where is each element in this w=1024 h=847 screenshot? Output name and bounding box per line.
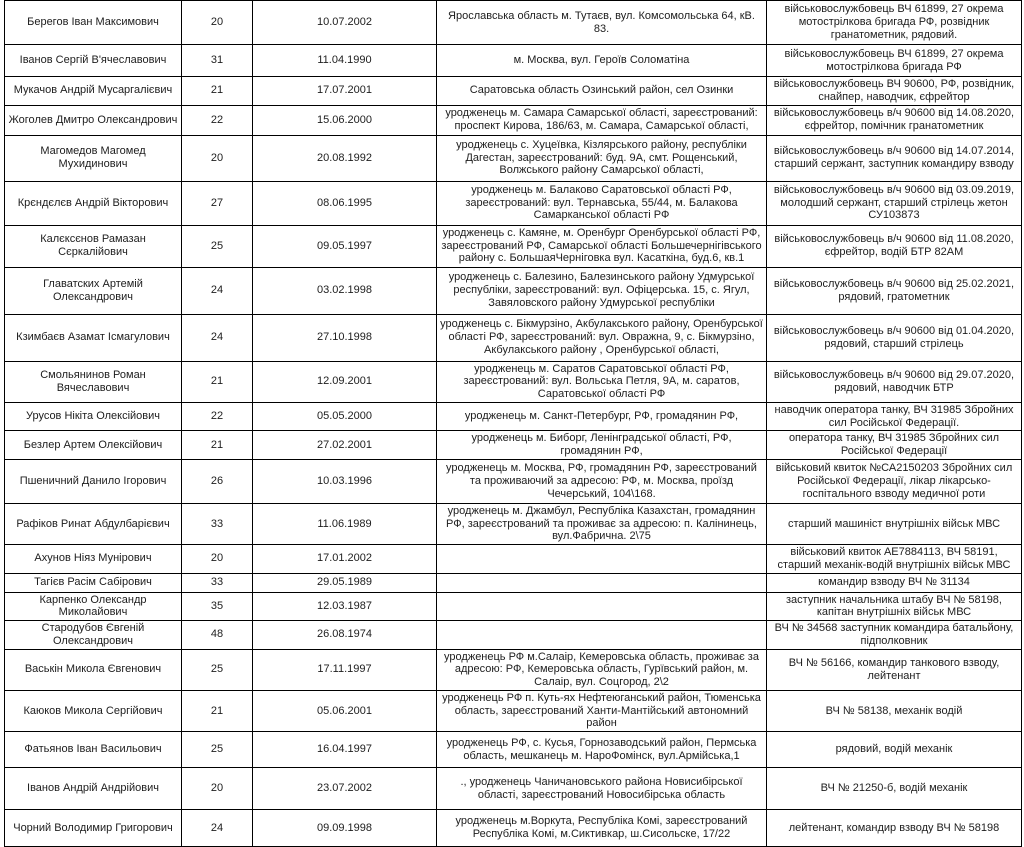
name-cell: Чорний Володимир Григорович: [5, 810, 182, 847]
table-row: [5, 105, 1022, 135]
name-cell: Берегов Іван Максимович: [5, 1, 182, 45]
military-info-cell: військовослужбовець в/ч 90600 від 29.07.2020, рядовий, наводчик БТР: [767, 361, 1022, 402]
name-cell: Тагієв Расім Сабірович: [5, 573, 182, 592]
military-info-cell: військовослужбовець ВЧ 61899, 27 окрема мотострілкова бригада РФ: [767, 45, 1022, 77]
age-cell: 27: [182, 181, 253, 225]
birthdate-cell: 11.06.1989: [253, 503, 437, 544]
address-cell: уродженець с. Балезино, Балезинського району Удмурської республіки, зареєстрований: вул. Офіцерська. 15, с. Ягул, Завяловского району Удмурської республіки: [437, 267, 767, 314]
age-cell: 26: [182, 459, 253, 503]
age-cell: 35: [182, 592, 253, 621]
military-info-cell: військовослужбовець в/ч 90600 від 14.08.2020, єфрейтор, помічник гранатометник: [767, 105, 1022, 135]
address-cell: Ярославська область м. Тутаєв, вул. Комсомольська 64, кВ. 83.: [437, 1, 767, 45]
name-cell: Урусов Нікіта Олексійович: [5, 402, 182, 431]
name-cell: Карпенко Олександр Миколайович: [5, 592, 182, 621]
age-cell: 24: [182, 810, 253, 847]
address-cell: ., уродженець Чаничановського района Новисибірської області, зареєстрований Новосибірська область: [437, 768, 767, 810]
table-row: [5, 768, 1022, 810]
table-row: [5, 810, 1022, 847]
military-info-cell: наводчик оператора танку, ВЧ 31985 Збройних сил Російської Федерації.: [767, 402, 1022, 431]
birthdate-cell: 12.09.2001: [253, 361, 437, 402]
name-cell: Смольянинов Роман Вячеславович: [5, 361, 182, 402]
personnel-table: [4, 0, 1022, 847]
table-row: [5, 135, 1022, 181]
military-info-cell: старший машиніст внутрішніх військ МВС: [767, 503, 1022, 544]
age-cell: 24: [182, 267, 253, 314]
military-info-cell: лейтенант, командир взводу ВЧ № 58198: [767, 810, 1022, 847]
address-cell: уродженець РФ м.Салаір, Кемеровська область, проживає за адресою: РФ, Кемеровська область, Гурївський район, м. Салаір, вул. Соцгород, 2\2: [437, 649, 767, 690]
birthdate-cell: 10.03.1996: [253, 459, 437, 503]
address-cell: уродженець м. Балаково Саратовської області РФ, зареєстрований: вул. Тернавська, 55/44, м. Балакова Самарканської області РФ: [437, 181, 767, 225]
age-cell: 20: [182, 545, 253, 574]
address-cell: Саратовська область Озинський район, сел Озинки: [437, 77, 767, 106]
name-cell: Каюков Микола Сергійович: [5, 690, 182, 731]
birthdate-cell: 27.10.1998: [253, 314, 437, 361]
birthdate-cell: 03.02.1998: [253, 267, 437, 314]
table-row: [5, 181, 1022, 225]
table-row: [5, 545, 1022, 574]
age-cell: 48: [182, 621, 253, 650]
birthdate-cell: 08.06.1995: [253, 181, 437, 225]
age-cell: 33: [182, 573, 253, 592]
military-info-cell: ВЧ № 34568 заступник командира батальйону, підполковник: [767, 621, 1022, 650]
military-info-cell: заступник начальника штабу ВЧ № 58198, капітан внутрішніх військ МВС: [767, 592, 1022, 621]
address-cell: уродженець РФ п. Куть-ях Нефтеюганський район, Тюменська область, зареєстрований Ханти-Мантійський автономний район: [437, 690, 767, 731]
name-cell: Пшеничний Данило Ігорович: [5, 459, 182, 503]
table-row: [5, 361, 1022, 402]
birthdate-cell: 27.02.2001: [253, 431, 437, 460]
birthdate-cell: 05.06.2001: [253, 690, 437, 731]
birthdate-cell: 16.04.1997: [253, 732, 437, 768]
address-cell: уродженець с. Камяне, м. Оренбург Оренбурської області РФ, зареєстрований РФ, Самарської області Большечернігівського району с. БольшаяЧерніговка вул. Касаткіна, буд.6, кв.1: [437, 225, 767, 267]
birthdate-cell: 17.01.2002: [253, 545, 437, 574]
address-cell: уродженець м. Джамбул, Республіка Казахстан, громадянин РФ, зареєстрований та проживає за адресою: п. Калінинець, вул.Фабрична. 2\75: [437, 503, 767, 544]
birthdate-cell: 12.03.1987: [253, 592, 437, 621]
birthdate-cell: 05.05.2000: [253, 402, 437, 431]
table-row: [5, 225, 1022, 267]
table-row: [5, 431, 1022, 460]
name-cell: Ахунов Ніяз Мунірович: [5, 545, 182, 574]
name-cell: Мукачов Андрій Мусаргалієвич: [5, 77, 182, 106]
birthdate-cell: 10.07.2002: [253, 1, 437, 45]
military-info-cell: військовий квиток АЕ7884113, ВЧ 58191, старший механік-водій внутрішніх військ МВС: [767, 545, 1022, 574]
birthdate-cell: 20.08.1992: [253, 135, 437, 181]
name-cell: Кзимбаєв Азамат Ісмагулович: [5, 314, 182, 361]
address-cell: [437, 545, 767, 574]
age-cell: 22: [182, 402, 253, 431]
table-row: [5, 732, 1022, 768]
military-info-cell: військовослужбовець в/ч 90600 від 25.02.2021, рядовий, гратометник: [767, 267, 1022, 314]
table-row: [5, 503, 1022, 544]
military-info-cell: військовослужбовець ВЧ 61899, 27 окрема мотострілкова бригада РФ, розвідник гранатометник, рядовий.: [767, 1, 1022, 45]
name-cell: Фатьянов Іван Васильович: [5, 732, 182, 768]
age-cell: 25: [182, 732, 253, 768]
table-row: [5, 402, 1022, 431]
military-info-cell: рядовий, водій механік: [767, 732, 1022, 768]
military-info-cell: оператора танку, ВЧ 31985 Збройних сил Російської Федерації: [767, 431, 1022, 460]
age-cell: 21: [182, 361, 253, 402]
birthdate-cell: 17.07.2001: [253, 77, 437, 106]
name-cell: Іванов Андрій Андрійович: [5, 768, 182, 810]
age-cell: 24: [182, 314, 253, 361]
name-cell: Крєндєлєв Андрій Вікторович: [5, 181, 182, 225]
birthdate-cell: 15.06.2000: [253, 105, 437, 135]
military-info-cell: військовослужбовець в/ч 90600 від 01.04.2020, рядовий, старший стрілець: [767, 314, 1022, 361]
address-cell: уродженець м. Саратов Саратовської області РФ, зареєстрований: вул. Вольська Петля, 9А, м. саратов, Саратовської області РФ: [437, 361, 767, 402]
birthdate-cell: 23.07.2002: [253, 768, 437, 810]
address-cell: [437, 573, 767, 592]
table-row: [5, 573, 1022, 592]
military-info-cell: ВЧ № 58138, механік водій: [767, 690, 1022, 731]
address-cell: уродженець РФ, с. Кусья, Горнозаводський район, Пермська область, мешканець м. НароФомінск, вул.Армійська,1: [437, 732, 767, 768]
birthdate-cell: 26.08.1974: [253, 621, 437, 650]
address-cell: [437, 621, 767, 650]
address-cell: уродженець м. Москва, РФ, громадянин РФ, зареєстрований та проживаючий за адресою: РФ, м. Москва, проїзд Чечерський, 104\168.: [437, 459, 767, 503]
table-row: [5, 314, 1022, 361]
name-cell: Іванов Сергій В'ячеславович: [5, 45, 182, 77]
military-info-cell: військовослужбовець в/ч 90600 від 14.07.2014, старший сержант, заступник командиру взводу: [767, 135, 1022, 181]
address-cell: уродженець м. Самара Самарської області, зареєстрований: проспект Кирова, 186/63, м. Самара, Самарської області,: [437, 105, 767, 135]
name-cell: Рафіков Ринат Абдулбарієвич: [5, 503, 182, 544]
age-cell: 21: [182, 431, 253, 460]
address-cell: уродженець с. Хуцеївка, Кізлярського району, республіки Дагестан, зареєстрований: буд. 9А, смт. Рощенський, Волжського району Самарської області,: [437, 135, 767, 181]
military-info-cell: командир взводу ВЧ № 31134: [767, 573, 1022, 592]
name-cell: Жоголев Дмитро Олександрович: [5, 105, 182, 135]
age-cell: 31: [182, 45, 253, 77]
table-row: [5, 592, 1022, 621]
address-cell: уродженець с. Бікмурзіно, Акбулакського району, Оренбурської області РФ, зареєстрований: вул. Овражна, 9, с. Бікмурзіно, Акбулакського району , Оренбурської області,: [437, 314, 767, 361]
table-row: [5, 1, 1022, 45]
age-cell: 22: [182, 105, 253, 135]
age-cell: 25: [182, 649, 253, 690]
military-info-cell: ВЧ № 56166, командир танкового взводу, лейтенант: [767, 649, 1022, 690]
table-row: [5, 267, 1022, 314]
address-cell: уродженець м. Санкт-Петербург, РФ, громадянин РФ,: [437, 402, 767, 431]
table-row: [5, 649, 1022, 690]
military-info-cell: військовослужбовець в/ч 90600 від 11.08.2020, єфрейтор, водій БТР 82АМ: [767, 225, 1022, 267]
name-cell: Васькін Микола Євгенович: [5, 649, 182, 690]
name-cell: Стародубов Євгеній Олександрович: [5, 621, 182, 650]
age-cell: 21: [182, 690, 253, 731]
table-row: [5, 690, 1022, 731]
table-row: [5, 459, 1022, 503]
military-info-cell: ВЧ № 21250-б, водій механік: [767, 768, 1022, 810]
age-cell: 21: [182, 77, 253, 106]
address-cell: [437, 592, 767, 621]
age-cell: 20: [182, 768, 253, 810]
name-cell: Магомедов Магомед Мухидинович: [5, 135, 182, 181]
address-cell: уродженець м. Биборг, Ленінградської області, РФ, громадянин РФ,: [437, 431, 767, 460]
age-cell: 25: [182, 225, 253, 267]
name-cell: Калєксєнов Рамазан Сєркалійович: [5, 225, 182, 267]
military-info-cell: військовослужбовець ВЧ 90600, РФ, розвідник, снайпер, наводчик, єфрейтор: [767, 77, 1022, 106]
military-info-cell: військовослужбовець в/ч 90600 від 03.09.2019, молодший сержант, старший стрілець жетон СУ103873: [767, 181, 1022, 225]
age-cell: 20: [182, 1, 253, 45]
age-cell: 33: [182, 503, 253, 544]
name-cell: Главатских Артемій Олександрович: [5, 267, 182, 314]
table-row: [5, 77, 1022, 106]
address-cell: уродженець м.Воркута, Республіка Комі, зареєстрований Республіка Комі, м.Сиктивкар, ш.Сисольске, 17/22: [437, 810, 767, 847]
age-cell: 20: [182, 135, 253, 181]
table-row: [5, 621, 1022, 650]
birthdate-cell: 09.09.1998: [253, 810, 437, 847]
birthdate-cell: 09.05.1997: [253, 225, 437, 267]
military-info-cell: військовий квиток №СА2150203 Збройних сил Російської Федерації, лікар лікарсько-госпітального взводу медичної роти: [767, 459, 1022, 503]
personnel-table-body: [5, 1, 1022, 847]
table-row: [5, 45, 1022, 77]
birthdate-cell: 11.04.1990: [253, 45, 437, 77]
name-cell: Безлер Артем Олексійович: [5, 431, 182, 460]
birthdate-cell: 29.05.1989: [253, 573, 437, 592]
address-cell: м. Москва, вул. Героїв Соломатіна: [437, 45, 767, 77]
birthdate-cell: 17.11.1997: [253, 649, 437, 690]
